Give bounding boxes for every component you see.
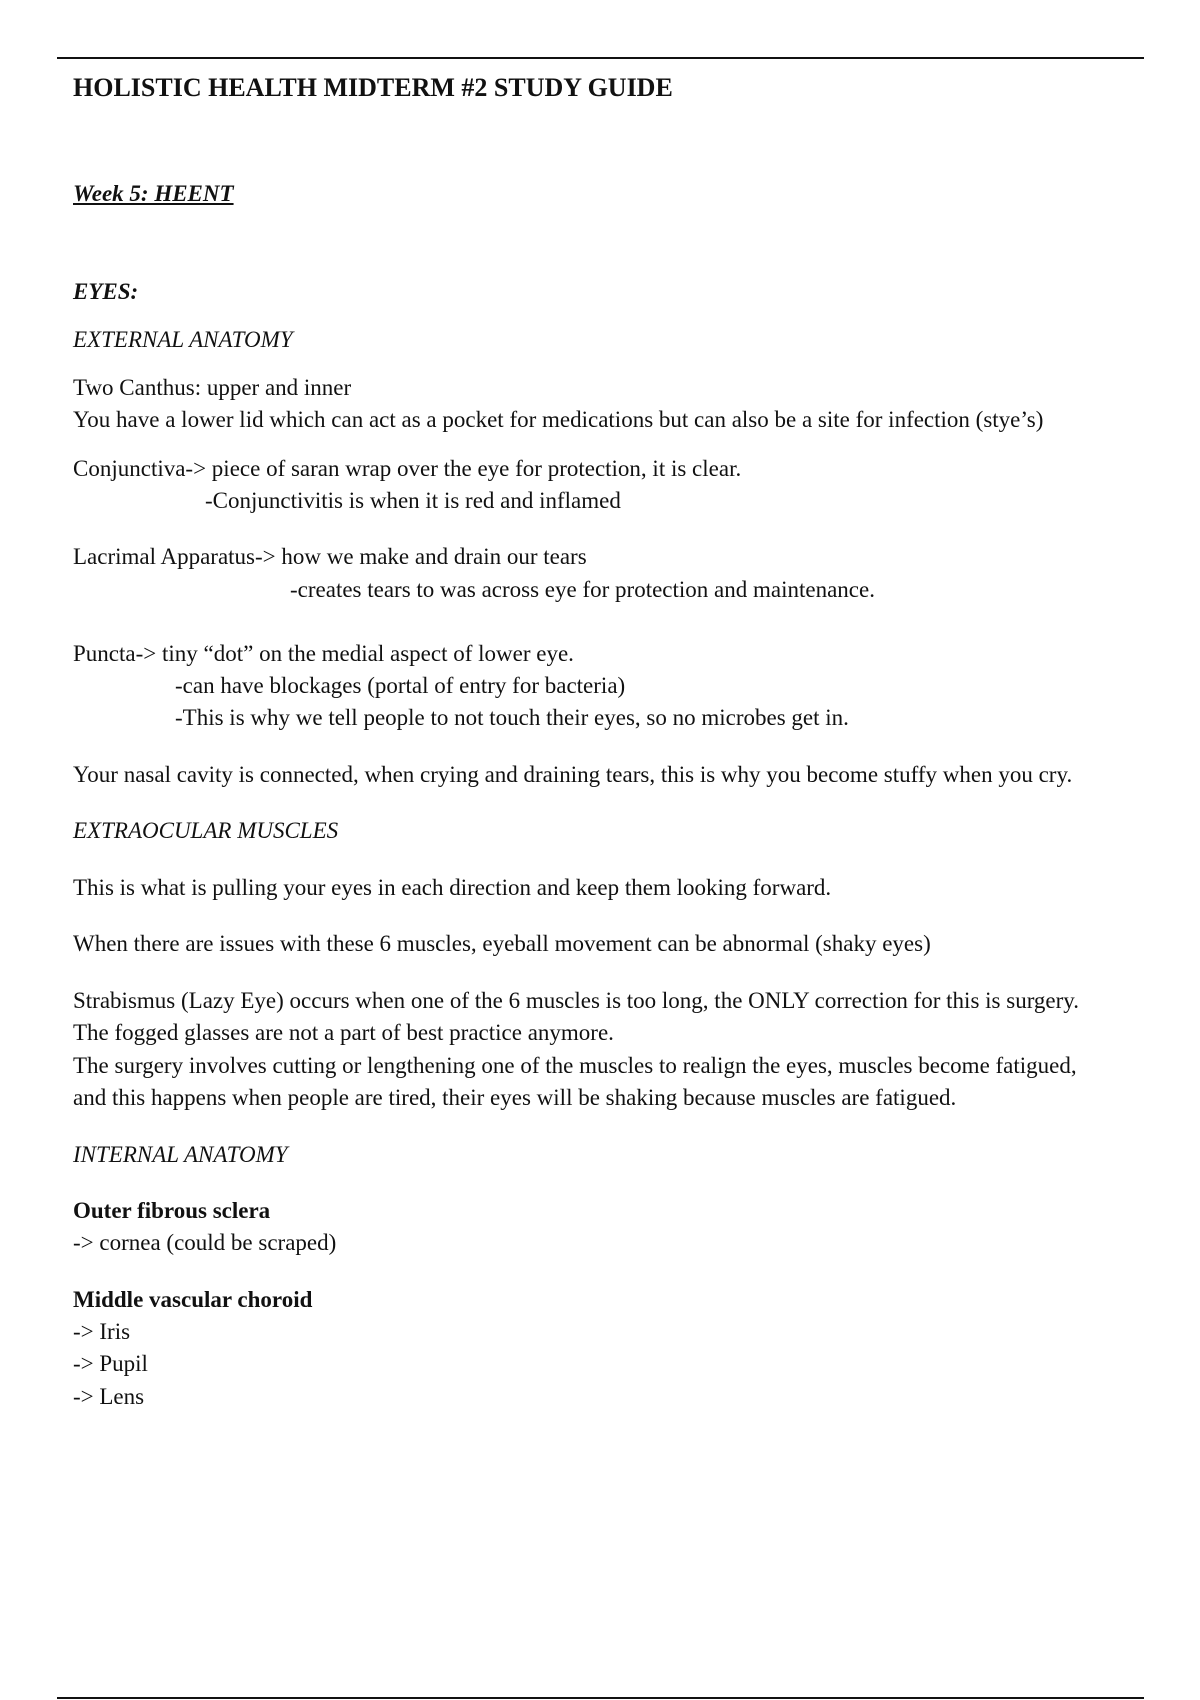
choroid-item-lens: -> Lens	[73, 1384, 145, 1409]
strabismus-line-4: and this happens when people are tired, their eyes will be shaking because muscles are fatigued.	[73, 1085, 957, 1110]
nasal-line: Your nasal cavity is connected, when crying and draining tears, this is why you become stuffy when you cry.	[73, 762, 1073, 787]
extraocular-heading: EXTRAOCULAR MUSCLES	[73, 818, 339, 843]
document-title: HOLISTIC HEALTH MIDTERM #2 STUDY GUIDE	[73, 73, 673, 102]
eyes-heading: EYES:	[73, 279, 139, 304]
choroid-item-pupil: -> Pupil	[73, 1351, 148, 1376]
strabismus-line-2: The fogged glasses are not a part of best practice anymore.	[73, 1020, 614, 1045]
puncta-line: Puncta-> tiny “dot” on the medial aspect of lower eye.	[73, 641, 574, 666]
puncta-detail-2: -This is why we tell people to not touch their eyes, so no microbes get in.	[175, 705, 849, 730]
conjunctivitis-line: -Conjunctivitis is when it is red and inflamed	[205, 488, 621, 513]
external-anatomy-heading: EXTERNAL ANATOMY	[73, 327, 293, 352]
middle-choroid-heading: Middle vascular choroid	[73, 1287, 313, 1312]
week-heading: Week 5: HEENT	[73, 181, 234, 206]
top-rule	[57, 57, 1144, 59]
canthus-line: Two Canthus: upper and inner	[73, 375, 352, 400]
extraocular-line-1: This is what is pulling your eyes in each direction and keep them looking forward.	[73, 875, 832, 900]
choroid-item-iris: -> Iris	[73, 1319, 131, 1344]
outer-sclera-item: -> cornea (could be scraped)	[73, 1230, 337, 1255]
bottom-rule	[57, 1697, 1144, 1699]
lacrimal-line: Lacrimal Apparatus-> how we make and drain our tears	[73, 544, 587, 569]
lower-lid-line: You have a lower lid which can act as a pocket for medications but can also be a site for infection (stye’s)	[73, 407, 1044, 432]
extraocular-line-2: When there are issues with these 6 muscles, eyeball movement can be abnormal (shaky eyes)	[73, 931, 931, 956]
puncta-detail-1: -can have blockages (portal of entry for bacteria)	[175, 673, 626, 698]
conjunctiva-line: Conjunctiva-> piece of saran wrap over the eye for protection, it is clear.	[73, 456, 742, 481]
lacrimal-detail-line: -creates tears to was across eye for protection and maintenance.	[290, 577, 875, 602]
internal-anatomy-heading: INTERNAL ANATOMY	[73, 1142, 288, 1167]
strabismus-line-1: Strabismus (Lazy Eye) occurs when one of the 6 muscles is too long, the ONLY correction for this is surgery.	[73, 988, 1080, 1013]
strabismus-line-3: The surgery involves cutting or lengthening one of the muscles to realign the eyes, muscles become fatigued,	[73, 1053, 1077, 1078]
outer-sclera-heading: Outer fibrous sclera	[73, 1198, 271, 1223]
